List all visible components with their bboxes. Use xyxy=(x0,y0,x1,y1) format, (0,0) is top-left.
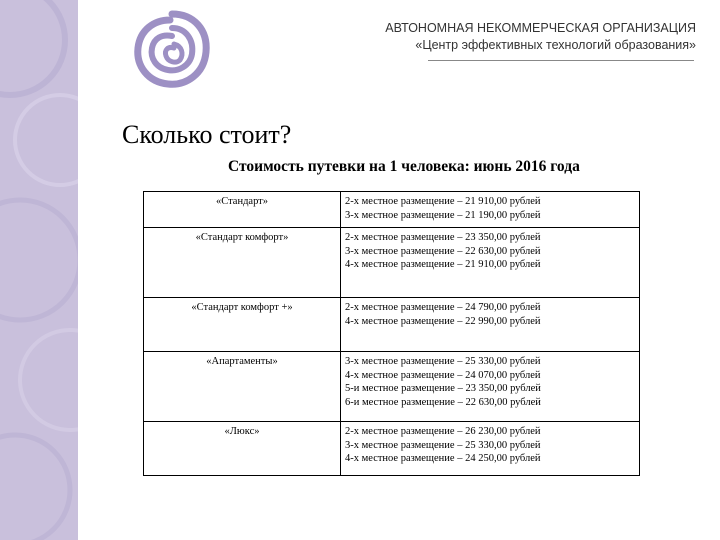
price-option: 2-х местное размещение – 24 790,00 рублей xyxy=(345,302,541,313)
room-category: «Апартаменты» xyxy=(144,352,341,422)
price-options xyxy=(341,422,640,476)
price-options xyxy=(341,228,640,298)
table-row xyxy=(144,298,640,352)
org-name-line1: АВТОНОМНАЯ НЕКОММЕРЧЕСКАЯ ОРГАНИЗАЦИЯ xyxy=(385,21,696,35)
table-row xyxy=(144,352,640,422)
band-circles-decor xyxy=(0,0,78,540)
table-row xyxy=(144,228,640,298)
price-table xyxy=(143,191,640,476)
price-option: 6-и местное размещение – 22 630,00 рублей xyxy=(345,396,541,408)
price-option: 3-х местное размещение – 22 630,00 рублей xyxy=(345,245,541,257)
left-decor-band xyxy=(0,0,78,540)
org-name-line2: «Центр эффективных технологий образования» xyxy=(415,38,696,52)
price-option: 4-х местное размещение – 22 990,00 рублей xyxy=(345,315,541,327)
header-divider xyxy=(428,60,694,61)
price-option: 2-х местное размещение – 23 350,00 рублей xyxy=(345,232,541,243)
price-options xyxy=(341,352,640,422)
price-option: 5-и местное размещение – 23 350,00 рублей xyxy=(345,383,541,394)
price-subtitle: Стоимость путевки на 1 человека: июнь 2016 года xyxy=(228,158,580,175)
price-options xyxy=(341,298,640,352)
organization-header xyxy=(385,20,696,54)
room-category: «Люкс» xyxy=(144,422,341,476)
price-option: 4-х местное размещение – 21 910,00 рублей xyxy=(345,259,541,270)
page-title: Сколько стоит? xyxy=(122,120,292,149)
room-category: «Стандарт комфорт» xyxy=(144,228,341,298)
price-option: 2-х местное размещение – 21 910,00 рублей xyxy=(345,196,541,207)
price-option: 3-х местное размещение – 21 190,00 рублей xyxy=(345,209,541,221)
table-row xyxy=(144,422,640,476)
price-option: 4-х местное размещение – 24 250,00 рублей xyxy=(345,453,541,464)
price-options xyxy=(341,192,640,228)
price-option: 4-х местное размещение – 24 070,00 рублей xyxy=(345,369,541,381)
price-option: 3-х местное размещение – 25 330,00 рублей xyxy=(345,356,541,367)
price-option: 3-х местное размещение – 25 330,00 рублей xyxy=(345,439,541,451)
room-category: «Стандарт комфорт +» xyxy=(144,298,341,352)
rose-logo-icon xyxy=(132,8,212,90)
table-row xyxy=(144,192,640,228)
room-category: «Стандарт» xyxy=(144,192,341,228)
price-option: 2-х местное размещение – 26 230,00 рублей xyxy=(345,426,541,437)
